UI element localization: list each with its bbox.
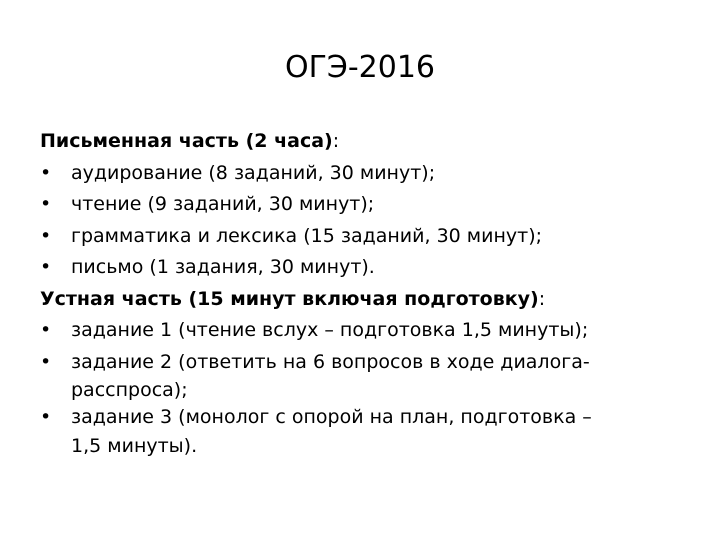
bullet-icon: • <box>40 161 52 184</box>
list-item-text: задание 2 (ответить на 6 вопросов в ходе диалога- <box>71 350 590 373</box>
list-item-text: аудирование (8 заданий, 30 минут); <box>71 161 436 184</box>
list-item <box>40 402 690 458</box>
oral-part-list <box>40 315 690 458</box>
slide-body <box>40 126 690 458</box>
bullet-icon: • <box>40 350 52 373</box>
written-part-heading-bold: Письменная часть (2 часа) <box>40 130 333 152</box>
list-item-text: письмо (1 задания, 30 минут). <box>71 256 375 278</box>
written-part-list <box>40 158 690 284</box>
written-part-heading-colon: : <box>332 130 340 152</box>
list-item-text: грамматика и лексика (15 заданий, 30 минут); <box>71 224 543 247</box>
list-item <box>40 315 690 347</box>
bullet-icon: • <box>40 224 52 247</box>
list-item-text-continued: расспроса); <box>71 379 188 401</box>
bullet-icon: • <box>40 319 52 341</box>
oral-part-heading-colon: : <box>538 287 546 310</box>
list-item <box>40 189 690 221</box>
bullet-icon: • <box>40 193 52 215</box>
list-item <box>40 221 690 253</box>
written-part-heading <box>40 126 690 158</box>
oral-part-heading-bold: Устная часть (15 минут включая подготовку) <box>40 287 539 310</box>
oral-part-heading <box>40 284 690 316</box>
list-item-text: чтение (9 заданий, 30 минут); <box>71 193 375 215</box>
list-item <box>40 252 690 284</box>
list-item-text-continued: 1,5 минуты). <box>71 434 198 457</box>
bullet-icon: • <box>40 406 52 428</box>
list-item <box>40 347 690 403</box>
list-item-text: задание 1 (чтение вслух – подготовка 1,5 минуты); <box>71 319 589 341</box>
list-item <box>40 158 690 190</box>
list-item-text: задание 3 (монолог с опорой на план, подготовка – <box>71 406 592 428</box>
slide-title: ОГЭ-2016 <box>284 50 436 85</box>
bullet-icon: • <box>40 256 52 278</box>
